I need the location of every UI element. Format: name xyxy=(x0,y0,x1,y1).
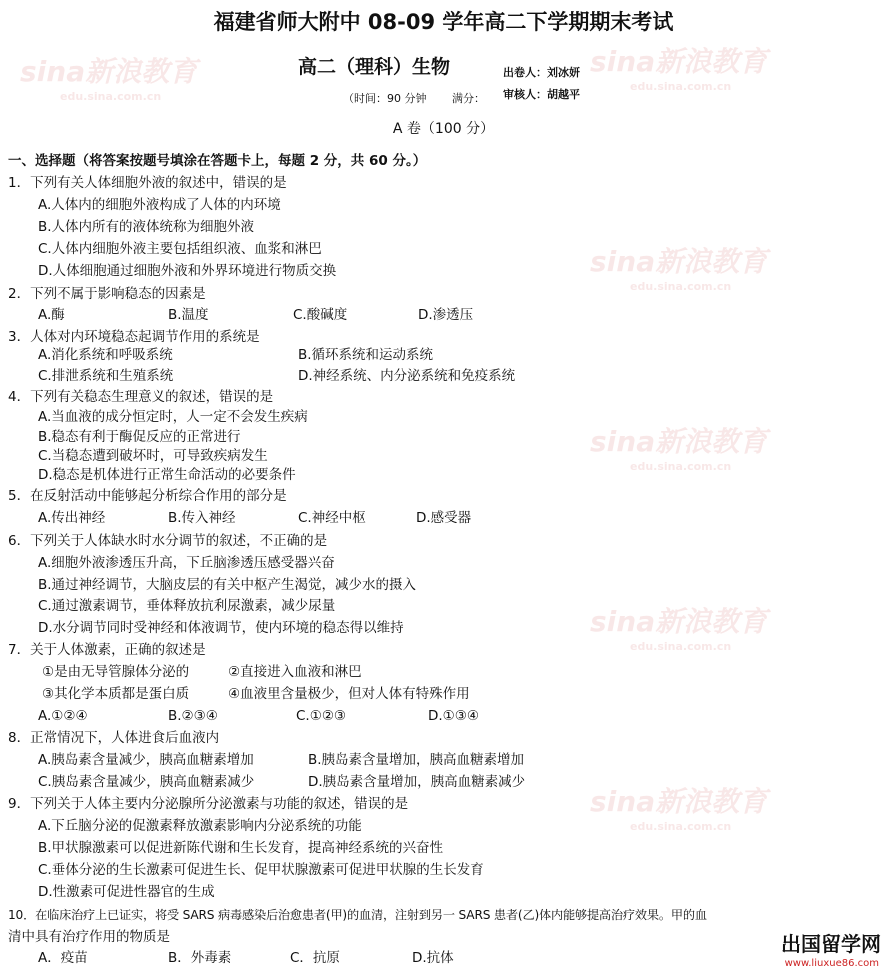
question-6-option-c: C.通过激素调节，垂体释放抗利尿激素，减少尿量 xyxy=(38,598,336,614)
question-3-option-d: D.神经系统、内分泌系统和免疫系统 xyxy=(298,368,516,384)
watermark-right-4: sina新浪教育 edu.sina.com.cn xyxy=(590,785,768,833)
question-8-option-c: C.胰岛素含量减少，胰高血糖素减少 xyxy=(38,774,255,790)
page-subtitle: 高二（理科）生物 xyxy=(298,56,451,78)
question-8-option-a: A.胰岛素含量减少，胰高血糖素增加 xyxy=(38,752,254,768)
question-7-statement-4: ④血液里含量极少，但对人体有特殊作用 xyxy=(228,686,470,702)
question-5-option-a: A.传出神经 xyxy=(38,510,106,526)
question-5-option-b: B.传入神经 xyxy=(168,510,236,526)
question-8-option-d: D.胰岛素含量增加，胰高血糖素减少 xyxy=(308,774,526,790)
question-7-statement-3: ③其化学本质都是蛋白质 xyxy=(42,686,190,702)
question-10-option-a: A．疫苗 xyxy=(38,950,88,966)
question-2-option-a: A.酶 xyxy=(38,307,65,323)
question-3-option-a: A.消化系统和呼吸系统 xyxy=(38,347,173,363)
question-7-statement-1: ①是由无导管腺体分泌的 xyxy=(42,664,190,680)
footer-logo: 出国留学网 xyxy=(781,932,881,956)
question-1-option-b: B.人体内所有的液体统称为细胞外液 xyxy=(38,219,255,235)
question-4-option-c: C.当稳态遭到破坏时，可导致疾病发生 xyxy=(38,448,268,464)
question-3-option-c: C.排泄系统和生殖系统 xyxy=(38,368,174,384)
question-9-option-d: D.性激素可促进性器官的生成 xyxy=(38,884,215,900)
question-9-option-c: C.垂体分泌的生长激素可促进生长、促甲状腺激素可促进甲状腺的生长发育 xyxy=(38,862,484,878)
watermark-top-left: sina新浪教育 edu.sina.com.cn xyxy=(20,55,198,103)
section-a-heading: A 卷（100 分） xyxy=(392,121,495,137)
question-9-option-b: B.甲状腺激素可以促进新陈代谢和生长发育，提高神经系统的兴奋性 xyxy=(38,840,444,856)
question-2-option-c: C.酸碱度 xyxy=(293,307,348,323)
question-3-option-b: B.循环系统和运动系统 xyxy=(298,347,434,363)
question-9-stem: 9．下列关于人体主要内分泌腺所分泌激素与功能的叙述，错误的是 xyxy=(8,796,409,812)
question-7-stem: 7．关于人体激素，正确的叙述是 xyxy=(8,642,206,658)
question-7-option-a: A.①②④ xyxy=(38,708,88,724)
question-8-stem: 8．正常情况下，人体进食后血液内 xyxy=(8,730,220,746)
section-1-heading: 一、选择题（将答案按题号填涂在答题卡上，每题 2 分，共 60 分。） xyxy=(8,153,427,169)
question-1-option-a: A.人体内的细胞外液构成了人体的内环境 xyxy=(38,197,281,213)
question-10-option-d: D.抗体 xyxy=(412,950,454,966)
question-7-option-c: C.①②③ xyxy=(296,708,347,724)
watermark-top-right: sina新浪教育 edu.sina.com.cn xyxy=(590,45,768,93)
question-5-option-d: D.感受器 xyxy=(416,510,472,526)
question-6-option-d: D.水分调节同时受神经和体液调节，使内环境的稳态得以维持 xyxy=(38,620,404,636)
question-10-option-b: B．外毒素 xyxy=(168,950,232,966)
question-1-option-c: C.人体内细胞外液主要包括组织液、血浆和淋巴 xyxy=(38,241,322,257)
question-2-option-d: D.渗透压 xyxy=(418,307,474,323)
question-6-stem: 6．下列关于人体缺水时水分调节的叙述，不正确的是 xyxy=(8,533,328,549)
question-6-option-a: A.细胞外液渗透压升高，下丘脑渗透压感受器兴奋 xyxy=(38,555,335,571)
page-title: 福建省师大附中 08-09 学年高二下学期期末考试 xyxy=(213,10,674,34)
question-10-option-c: C．抗原 xyxy=(290,950,340,966)
score-label: 满分： xyxy=(452,92,485,105)
question-4-option-d: D.稳态是机体进行正常生命活动的必要条件 xyxy=(38,467,296,483)
question-7-option-d: D.①③④ xyxy=(428,708,479,724)
question-2-option-b: B.温度 xyxy=(168,307,209,323)
question-10-stem-line-2: 清中具有治疗作用的物质是 xyxy=(8,929,170,945)
watermark-right-3: sina新浪教育 edu.sina.com.cn xyxy=(590,605,768,653)
question-2-stem: 2．下列不属于影响稳态的因素是 xyxy=(8,286,206,302)
question-7-statement-2: ②直接进入血液和淋巴 xyxy=(228,664,362,680)
question-7-option-b: B.②③④ xyxy=(168,708,218,724)
question-10-stem-line-1: 10．在临床治疗上已证实，将受 SARS 病毒感染后治愈患者(甲)的血清，注射到另一 SARS 患者(乙)体内能够提高治疗效果。甲的血 xyxy=(8,908,707,922)
reviewer-label: 审核人：胡越平 xyxy=(503,88,580,101)
footer-logo-url: www.liuxue86.com xyxy=(784,958,879,969)
question-5-stem: 5．在反射活动中能够起分析综合作用的部分是 xyxy=(8,488,287,504)
question-5-option-c: C.神经中枢 xyxy=(298,510,366,526)
question-1-option-d: D.人体细胞通过细胞外液和外界环境进行物质交换 xyxy=(38,263,337,279)
question-4-option-a: A.当血液的成分恒定时，人一定不会发生疾病 xyxy=(38,409,308,425)
question-1-stem: 1．下列有关人体细胞外液的叙述中，错误的是 xyxy=(8,175,287,191)
question-4-option-b: B.稳态有利于酶促反应的正常进行 xyxy=(38,429,241,445)
question-9-option-a: A.下丘脑分泌的促激素释放激素影响内分泌系统的功能 xyxy=(38,818,362,834)
watermark-right-2: sina新浪教育 edu.sina.com.cn xyxy=(590,425,768,473)
question-4-stem: 4．下列有关稳态生理意义的叙述，错误的是 xyxy=(8,389,274,405)
question-6-option-b: B.通过神经调节，大脑皮层的有关中枢产生渴觉，减少水的摄入 xyxy=(38,577,417,593)
time-label: （时间：90 分钟 xyxy=(343,92,427,105)
watermark-right-1: sina新浪教育 edu.sina.com.cn xyxy=(590,245,768,293)
author-label: 出卷人：刘冰妍 xyxy=(503,66,580,79)
question-3-stem: 3．人体对内环境稳态起调节作用的系统是 xyxy=(8,329,260,345)
question-8-option-b: B.胰岛素含量增加，胰高血糖素增加 xyxy=(308,752,525,768)
